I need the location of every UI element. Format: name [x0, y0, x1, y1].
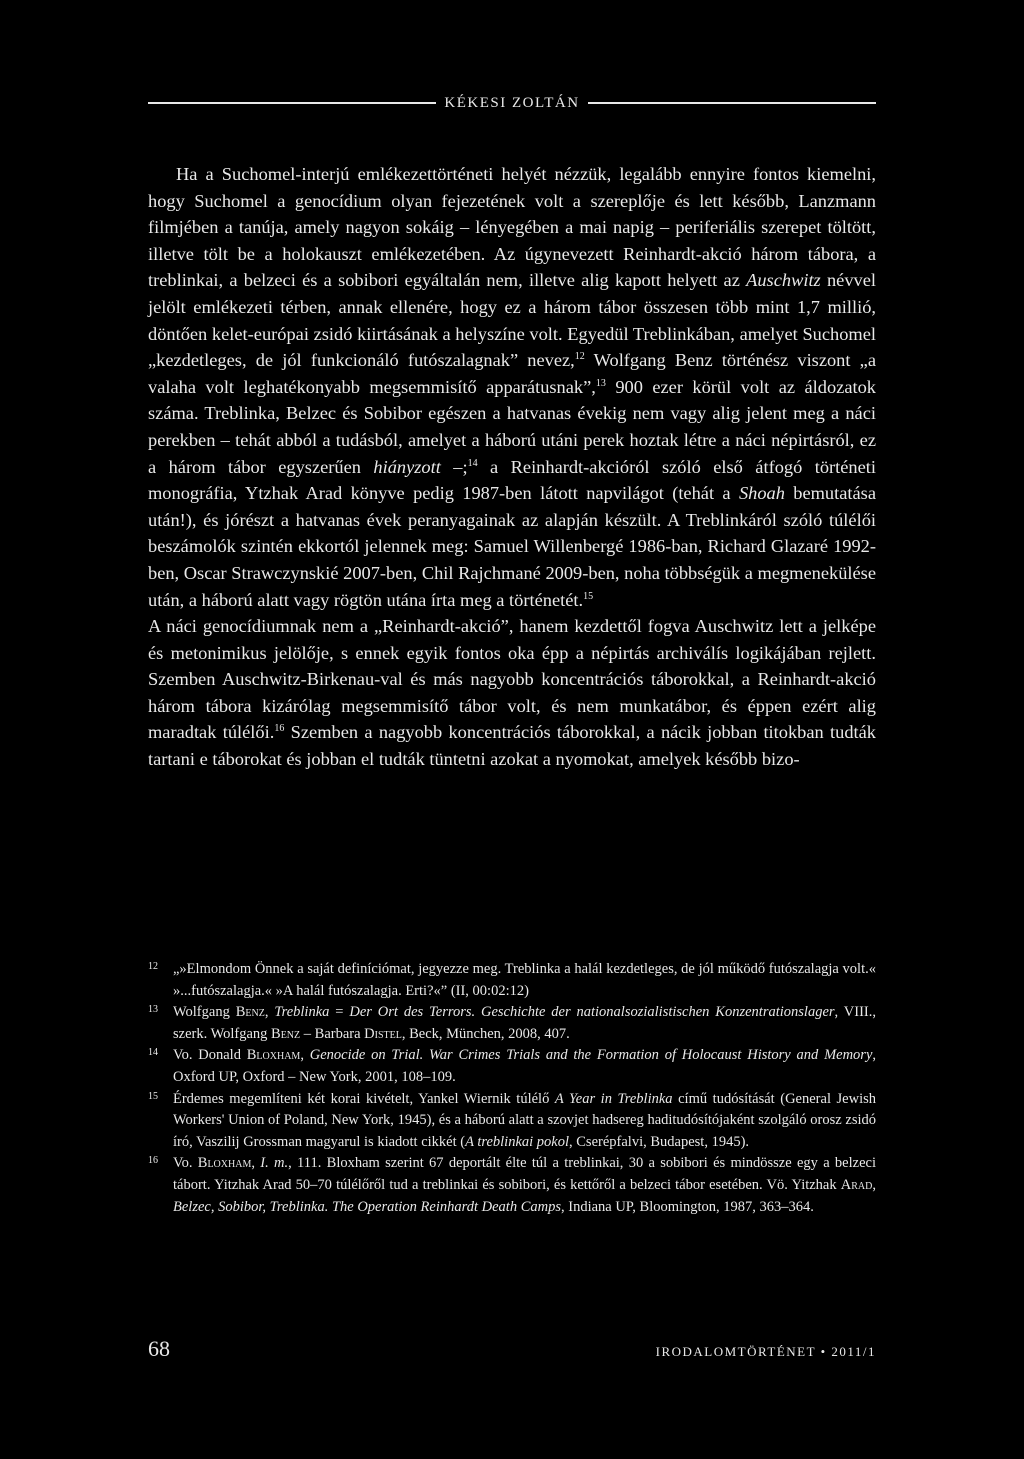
footnote-number: 12: [148, 961, 158, 972]
text-run: névvel jelölt emlékezeti térben, annak ellenére, hogy ez a három tábor összesen több mint 1,7 millió, döntően kelet-európai zsidó kiirtásának a helyszíne volt. Egyedül Treblinkában, amelyet Suchomel „kezdetleges, de jól funkcionáló futószalagnak” nevez,: [148, 270, 876, 371]
footnote-ref-13[interactable]: 13: [595, 377, 606, 389]
italic-term: hiányzott: [373, 456, 441, 477]
footnote-text: , 111. Bloxham szerint 67 deportált élte túl a treblinkai, 30 a sobibori és mindösszе egy a belzeci tábort. Yitzhak Arad 50–70 túlélőről tud a treblinkai és sobibori, és kettőről a belzeci tábor esetében. Vö. Yitzhak: [173, 1155, 876, 1193]
italic-title: I. m.: [260, 1155, 289, 1172]
footnote-text: – Barbara: [300, 1025, 365, 1042]
italic-title: Belzec, Sobibor, Treblinka. The Operation Reinhardt Death Camps: [173, 1198, 561, 1215]
italic-title: Der Ort des Terrors. Geschichte der nationalsozialistischen Konzentrationslager: [349, 1004, 835, 1021]
footnote-13: [148, 1002, 876, 1045]
footnote-ref-15[interactable]: 15: [583, 590, 594, 602]
author-name: Benz: [235, 1004, 265, 1021]
footnote-text: , Oxford UP, Oxford – New York, 2001, 108–109.: [173, 1047, 877, 1085]
footnote-text: , Beck, München, 2008, 407.: [401, 1025, 570, 1042]
text-run: A náci genocídiumnak nem a „Reinhardt-akció”, hanem kezdettől fogva Auschwitz lett a jelképe és metonimikus jelölője, s ennek egyik fontos oka épp a népirtás archiválís logikájában rejlett. Szemben Auschwitz-Birkenau-val és más nagyobb koncentrációs táborokkal, a Reinhardt-akció három tábora kizárólag megsemmisítő tábor volt, és nem munkatábor, és éppen ezért alig maradtak túlélői.: [148, 616, 876, 743]
text-run: 900 ezer körül volt az áldozatok száma. Treblinka, Belzec és Sobibor egészen a hatvanas évekig nem vagy alig jelent meg a náci perekben – tehát abból a tudásból, amelyet a háború utáni perek hoztak létre a náci népirtásról, ez a három tábor egyszerűen: [148, 376, 876, 477]
footnote-ref-12[interactable]: 12: [574, 351, 585, 363]
footnote-text: Vo.: [173, 1155, 198, 1172]
footnote-number: 16: [148, 1155, 158, 1167]
italic-title: Genocide on Trial. War Crimes Trials and the Formation of Holocaust History and Memory: [309, 1047, 873, 1064]
author-name: Distel: [364, 1025, 402, 1042]
footnote-text: , Indiana UP, Bloomington, 1987, 363–364.: [560, 1198, 814, 1215]
author-name: Bloxham: [197, 1155, 252, 1172]
footnote-text: , VIII., szerk. Wolfgang: [173, 1004, 876, 1042]
footnote-number: 13: [148, 1004, 158, 1016]
paragraph-1: [148, 161, 876, 613]
footnote-text: Wolfgang: [173, 1004, 236, 1021]
footnote-16: [148, 1153, 876, 1218]
author-name: Benz: [271, 1025, 301, 1042]
italic-term: Shoah: [738, 483, 785, 504]
paragraph-2: [148, 613, 876, 773]
italic-term: Auschwitz: [746, 270, 821, 291]
footnote-text: Érdemes megemlíteni két korai kivételt, Yankel Wiernik túlélő: [173, 1090, 555, 1107]
text-run: –;: [440, 456, 468, 477]
text-run: Ha a Suchomel-interjú emlékezettörténeti helyét nézzük, legalább ennyire fontos kiemelni, hogy Suchomel a genocídium olyan fejezetének volt a szereplője és lett később, Lanzmann filmjében a tanúja, amely nagyon sokáig – lényegében a mai napig – periferiális szerepet töltött, illetve tölt be a holokauszt emlékezetében. Az úgynevezett Reinhardt-akció három tábora, a treblinkai, a belzeci és a sobibori egyáltalán nem, illetve alig kapott helyett az: [148, 164, 876, 291]
text-run: Wolfgang Benz történész viszont „a valaha volt leghatékonyabb megsemmisítő apparátusnak”,: [148, 350, 876, 397]
footnote-text: ,: [300, 1047, 310, 1064]
header-rule-left: [148, 102, 436, 104]
text-run: Szemben a nagyobb koncentrációs táborokkal, a nácik jobban titokban tudták tartani e táborokat és jobban el tudták tüntetni azokat a nyomokat, amelyek később bizo-: [148, 722, 876, 770]
footnote-text: ,: [264, 1004, 275, 1021]
footnote-text: Vo. Donald: [173, 1047, 247, 1064]
main-body-text: [148, 161, 876, 773]
running-title: KÉKESI ZOLTÁN: [444, 94, 580, 111]
footnote-text: „»Elmondom Önnek a saját definíciómat, jegyezze meg. Treblinka a halál kezdetleges, de jól működő futószalagja volt.« »...futószalagja.« »A halál futószalagja. Erti?«” (II, 00:02:12): [173, 961, 876, 999]
text-run: bemutatása után!), és jórészt a hatvanas évek peranyagainak az alapján készült. A Treblinkáról szóló túlélői beszámolók szintén ekkortól jelennek meg: Samuel Willenbergé 1986-ban, Richard Glazaré 1992-ben, Oscar Strawczynskié 2007-ben, Chil Rajchmané 2009-ben, noha többségük a megmenekülése után, a háború alatt vagy rögtön utána írta meg a történetét.: [148, 483, 876, 610]
footnote-number: 14: [148, 1047, 158, 1059]
footnote-ref-16[interactable]: 16: [274, 723, 285, 735]
author-name: Arad: [840, 1176, 873, 1193]
footnote-15: [148, 1089, 876, 1154]
page-number: 68: [148, 1336, 170, 1361]
italic-title: A treblinkai pokol: [465, 1133, 570, 1150]
journal-info: IRODALOMTÖRTÉNET • 2011/1: [655, 1344, 876, 1359]
footnote-text: =: [329, 1004, 350, 1021]
header-rule-right: [588, 102, 876, 104]
footnote-14: [148, 1045, 876, 1088]
author-name: Bloxham: [246, 1047, 301, 1064]
footnote-ref-14[interactable]: 14: [467, 457, 478, 469]
italic-title: Treblinka: [274, 1004, 330, 1021]
footnote-text: című tudósítását (General Jewish Workers' Union of Poland, New York, 1945), és a háború alatt a szovjet hadsereg haditudósítójaként szolgáló orosz zsidó író, Vaszilij Grossman magyarul is kiadott cikkét (: [173, 1090, 877, 1150]
footnote-number: 15: [148, 1090, 158, 1102]
footnote-12: [148, 959, 876, 1002]
text-run: a Reinhardt-akcióról szóló első átfogó történeti monográfia, Ytzhak Arad könyve pedig 1987-ben látott napvilágot (tehát a: [148, 456, 876, 504]
page-footer: [148, 1336, 876, 1366]
italic-title: A Year in Treblinka: [554, 1090, 673, 1107]
footnote-text: ,: [872, 1176, 876, 1193]
footnotes: [148, 959, 876, 1218]
footnote-text: , Cserépfalvi, Budapest, 1945).: [569, 1133, 750, 1150]
footnote-text: ,: [251, 1155, 261, 1172]
running-header: [148, 93, 876, 113]
